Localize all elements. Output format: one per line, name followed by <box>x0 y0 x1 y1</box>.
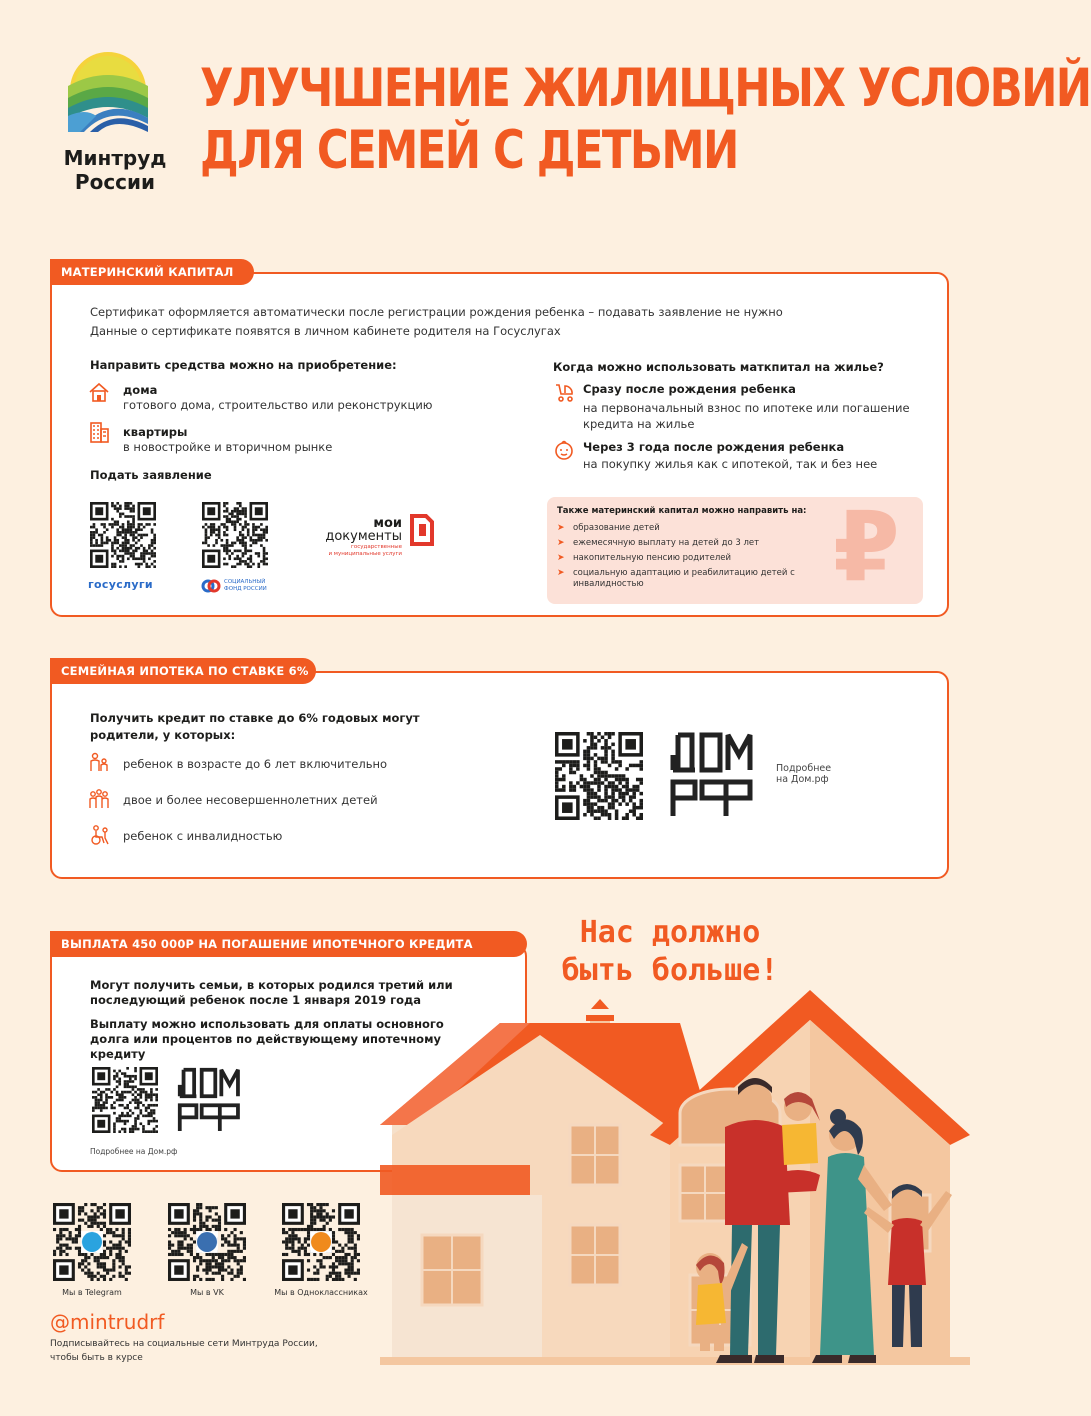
telegram-qr-code[interactable] <box>53 1203 131 1281</box>
payment-domrf-logo <box>175 1066 245 1134</box>
also-item: ➤ ежемесячную выплату на детей до 3 лет <box>557 538 827 553</box>
mortgage-item: ребенок в возрасте до 6 лет включительно <box>123 757 388 771</box>
org-name: Минтруд России <box>63 146 167 194</box>
apply-heading: Подать заявление <box>90 468 212 482</box>
chevron-right-icon: ➤ <box>557 523 565 533</box>
payment-text-2: Выплату можно использовать для оплаты основного долга или процентов по действующему ипотечному кредиту <box>90 1017 444 1061</box>
when1-desc: на первоначальный взнос по ипотеке или погашение кредита на жилье <box>583 401 910 431</box>
direct-funds-heading: Направить средства можно на приобретение: <box>90 358 397 372</box>
domrf-logo-mark <box>668 730 758 820</box>
ruble-icon: ₽ <box>833 491 900 603</box>
sfr-logo <box>202 578 267 594</box>
ministry-logo <box>66 46 150 134</box>
moi-sub-2: и муниципальные услуги <box>328 551 402 557</box>
maternity-intro-1: Сертификат оформляется автоматически после регистрации рождения ребенка – подавать заявление не нужно <box>90 305 783 319</box>
sfr-qr-code[interactable] <box>202 502 268 568</box>
mortgage-item: двое и более несовершеннолетних детей <box>123 793 378 807</box>
also-heading: Также материнский капитал можно направить на: <box>557 506 807 516</box>
family-house-illustration <box>380 995 970 1365</box>
domrf-logo <box>668 730 758 820</box>
sfr-label-2: ФОНД РОССИИ <box>224 586 267 592</box>
moi-label: мои <box>373 516 402 531</box>
also-box <box>547 491 923 604</box>
when2-desc: на покупку жилья как с ипотекой, так и без нее <box>583 457 878 471</box>
telegram-label: Мы в Telegram <box>62 1288 122 1297</box>
flat-title: квартиры <box>123 425 188 439</box>
when2-title: Через 3 года после рождения ребенка <box>583 440 845 454</box>
odnoklassniki-qr-code[interactable] <box>282 1203 360 1281</box>
sfr-label-1: СОЦИАЛЬНЫЙ <box>224 579 266 585</box>
payment-more-link[interactable]: Подробнее на Дом.рф <box>90 1147 178 1156</box>
maternity-intro-2: Данные о сертификате появятся в личном кабинете родителя на Госуслугах <box>90 324 561 338</box>
moi-dokumenty-logo <box>300 518 440 558</box>
apartment-building-icon <box>88 421 110 443</box>
subscribe-text: Подписывайтесь на социальные сети Минтруда России, чтобы быть в курсе <box>50 1339 318 1363</box>
dokumenty-label: документы <box>325 529 402 544</box>
gosuslugi-label: госуслуги <box>88 578 153 591</box>
chevron-right-icon: ➤ <box>557 553 565 563</box>
payment-text-1: Могут получить семьи, в которых родился третий или последующий ребенок после 1 января 2019 года <box>90 978 453 1007</box>
also-list <box>557 523 827 590</box>
domrf-qr-code[interactable] <box>555 732 643 820</box>
house-title: дома <box>123 383 158 397</box>
vk-qr-code[interactable] <box>168 1203 246 1281</box>
flat-desc: в новостройке и вторичном рынке <box>123 440 333 454</box>
mortgage-heading: Получить кредит по ставке до 6% годовых могут родители, у которых: <box>90 711 420 742</box>
wheelchair-icon <box>88 824 110 846</box>
chevron-right-icon: ➤ <box>557 538 565 548</box>
when-heading: Когда можно использовать маткпитал на жилье? <box>553 360 884 374</box>
vk-label: Мы в VK <box>190 1288 224 1297</box>
also-item: ➤ социальную адаптацию и реабилитацию детей с инвалидностью <box>557 568 795 589</box>
chevron-right-icon: ➤ <box>557 568 565 578</box>
house-icon <box>88 381 110 403</box>
mortgage-item: ребенок с инвалидностью <box>123 829 283 843</box>
gosuslugi-qr-code[interactable] <box>90 502 156 568</box>
sfr-emblem-icon <box>202 578 220 594</box>
child-face-icon <box>553 439 575 461</box>
domrf-more-link[interactable]: Подробнее на Дом.рф <box>776 763 832 785</box>
when1-title: Сразу после рождения ребенка <box>583 382 796 396</box>
moi-dokumenty-emblem-icon <box>408 512 436 548</box>
parent-child-icon <box>88 751 110 773</box>
also-item: ➤ накопительную пенсию родителей <box>557 553 827 568</box>
also-item: ➤ образование детей <box>557 523 827 538</box>
stroller-icon <box>553 381 575 403</box>
family-mortgage-tab: СЕМЕЙНАЯ ИПОТЕКА ПО СТАВКЕ 6% <box>50 658 316 684</box>
social-handle[interactable]: @mintrudrf <box>50 1310 165 1334</box>
house-desc: готового дома, строительство или реконструкцию <box>123 398 433 412</box>
maternity-capital-tab: МАТЕРИНСКИЙ КАПИТАЛ <box>50 259 254 285</box>
moi-sub-1: государственные <box>351 544 402 550</box>
slogan: Нас должно быть больше! <box>561 915 779 988</box>
payment-domrf-qr-code[interactable] <box>92 1067 158 1133</box>
family-group-icon <box>88 788 110 810</box>
page-title: УЛУЧШЕНИЕ ЖИЛИЩНЫХ УСЛОВИЙ ДЛЯ СЕМЕЙ С ДЕТЬМИ <box>200 58 1091 181</box>
payment-tab: ВЫПЛАТА 450 000Р НА ПОГАШЕНИЕ ИПОТЕЧНОГО КРЕДИТА <box>50 931 527 957</box>
gosuslugi-logo <box>88 578 153 591</box>
odnoklassniki-label: Мы в Одноклассниках <box>274 1288 368 1297</box>
